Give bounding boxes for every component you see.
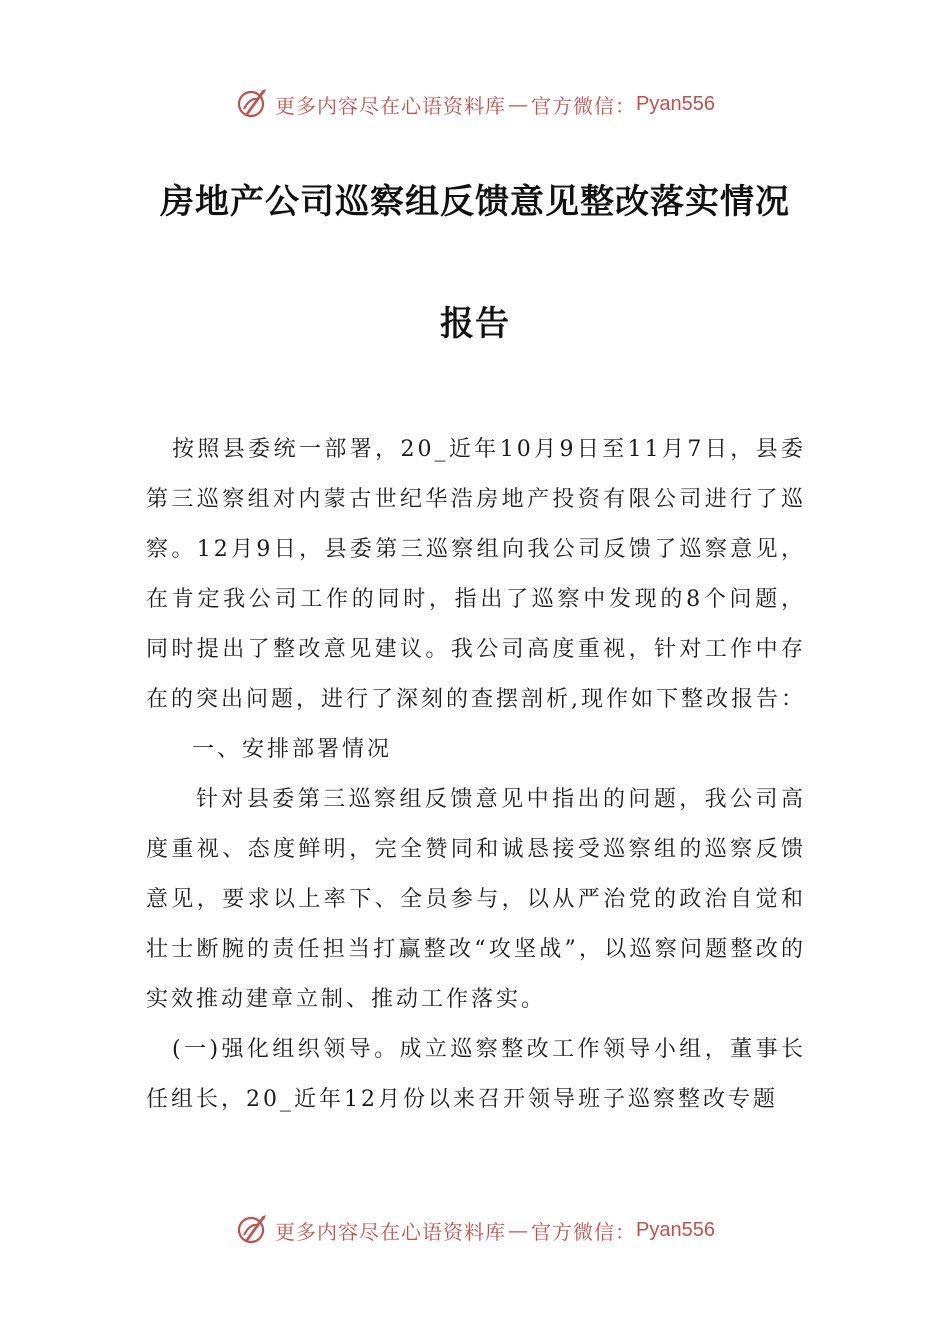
document-title-line-2: 报告 <box>440 304 510 344</box>
document-body <box>146 425 806 1125</box>
document-title-line-1: 房地产公司巡察组反馈意见整改落实情况 <box>160 182 790 222</box>
header-watermark-banner <box>0 82 950 126</box>
banner-separator: — <box>508 92 530 116</box>
footer-watermark-banner <box>0 1208 950 1252</box>
banner-separator: — <box>508 1218 530 1242</box>
pen-logo-icon <box>235 87 269 121</box>
pen-logo-icon <box>235 1213 269 1247</box>
banner-wechat-label: 官方微信： <box>531 1219 637 1244</box>
paragraph-intro: 按照县委统一部署，20_近年10月9日至11月7日，县委第三巡察组对内蒙古世纪华浩房地产投资有限公司进行了巡察。12月9日，县委第三巡察组向我公司反馈了巡察意见，在肯定我公司工作的同时，指出了巡察中发现的8个问题，同时提出了整改意见建议。我公司高度重视，针对工作中存在的突出问题，进行了深刻的查摆剖析,现作如下整改报告： <box>146 437 806 712</box>
section-heading-deployment: 一、安排部署情况 <box>192 737 393 762</box>
paragraph-organization: (一)强化组织领导。成立巡察整改工作领导小组，董事长任组长，20_近年12月份以来召开领导班子巡察整改专题 <box>146 1037 806 1112</box>
paragraph-deployment: 针对县委第三巡察组反馈意见中指出的问题，我公司高度重视、态度鲜明，完全赞同和诚恳接受巡察组的巡察反馈意见，要求以上率下、全员参与，以从严治党的政治自觉和壮士断腕的责任担当打赢整改“攻坚战”，以巡察问题整改的实效推动建章立制、推动工作落实。 <box>146 787 806 1012</box>
banner-wechat-id: Pyan556 <box>636 1218 715 1241</box>
banner-text: 更多内容尽在心语资料库 <box>275 93 507 118</box>
banner-wechat-id: Pyan556 <box>636 92 715 115</box>
banner-wechat-label: 官方微信： <box>531 93 637 118</box>
banner-text: 更多内容尽在心语资料库 <box>275 1219 507 1244</box>
